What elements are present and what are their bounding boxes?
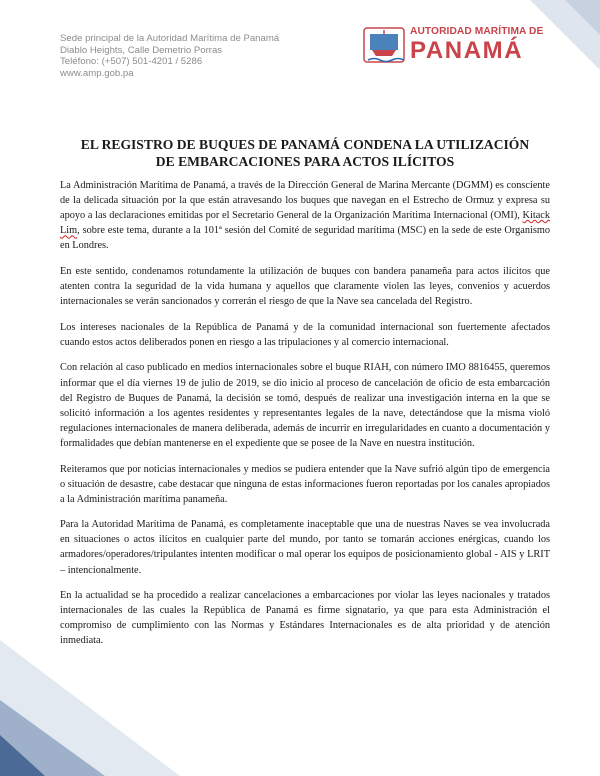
logo-big-text: PANAMÁ [410,37,524,64]
sender-line: Sede principal de la Autoridad Marítima de Panamá [60,33,280,44]
paragraph-text: , sobre este tema, durante a la 101ª sesión del Comité de seguridad marítima (MSC) en la sede de este Organismo en Londres. [60,225,550,252]
paragraph: Con relación al caso publicado en medios internacionales sobre el buque RIAH, con número IMO 8816455, queremos informar que el día viernes 19 de julio de 2019, se dio inicio al proceso de cancelación de oficio de esta embarcación del Registro de Buques de Panamá, la decisión se tomó, después de realizar una investigación interna en la que se solicitó información a los agentes residentes y representantes legales de la nave, detectándose que la misma violó regulaciones internacionales de manera deliberada, además de incurrir en irregularidades en cuanto a documentación y formalidades que debían mantenerse en el expediente que se posee de la Nave en nuestra institución. [60,362,550,449]
logo-small-text: AUTORIDAD MARÍTIMA DE [410,26,544,37]
sender-line: Teléfono: (+507) 501-4201 / 5286 [60,56,203,68]
paragraph: Reiteramos que por noticias internacionales y medios se pudiera entender que la Nave sufrió algún tipo de emergencia o situación de desastre, cabe destacar que ninguna de estas informaciones fueron reportadas por los canales apropiados a la Administración marítima panameña. [60,463,550,505]
paragraph: Los intereses nacionales de la República de Panamá y de la comunidad internacional son fuertemente afectados cuando estos actos deliberados ponen en riesgo a las tripulaciones y al comercio internacional. [60,321,550,348]
paragraph: Para la Autoridad Marítima de Panamá, es completamente inaceptable que una de nuestras Naves se vea involucrada en situaciones o actos ilícitos en cualquier parte del mundo, por tanto se tomarán acciones enérgicas, cuando los armadores/operadores/tripulantes intenten modificar o mal operar los equipos de posicionamiento global - AIS y LRIT – intencionalmente. [60,519,550,576]
sender-website: www.amp.gob.pa [60,67,134,79]
paragraph: En este sentido, condenamos rotundamente la utilización de buques con bandera panameña para actos ilícitos que atenten contra la seguridad de la vida humana y aquellos que claramente violen las leyes, convenios y acuerdos internacionales se verán sancionados y correrán el riesgo de que la Nave sea cancelada del Registro. [60,265,550,308]
sender-line: Diablo Heights, Calle Demetrio Porras [60,44,223,56]
paragraph: En la actualidad se ha procedido a realizar cancelaciones a embarcaciones por violar las leyes nacionales y tratados internacionales de las cuales la República de Panamá es firme signatario, ya que para esta Administración el compromiso de cumplimiento con las Normas y Estándares Internacionales es de alta prioridad y de atención inmediata. [60,590,550,647]
document-body [60,178,550,659]
title-line: EL REGISTRO DE BUQUES DE PANAMÁ CONDENA LA UTILIZACIÓN [80,137,530,152]
document-title [60,137,550,170]
sender-address [60,33,279,79]
person-name: Kitack Lim [60,210,550,237]
title-line: DE EMBARCACIONES PARA ACTOS ILÍCITOS [155,153,455,169]
amp-logo-wordmark [410,26,543,63]
paragraph [60,178,550,253]
paragraph-text: La Administración Marítima de Panamá, a través de la Dirección General de Marina Mercante (DGMM) es consciente de la delicada situación por la que están atravesando los buques que navegan en el Estrecho de Ormuz y expresa su apoyo a las declaraciones emitidas por el Secretario General de la Organización Marítima Internacional (OMI), [60,180,550,222]
